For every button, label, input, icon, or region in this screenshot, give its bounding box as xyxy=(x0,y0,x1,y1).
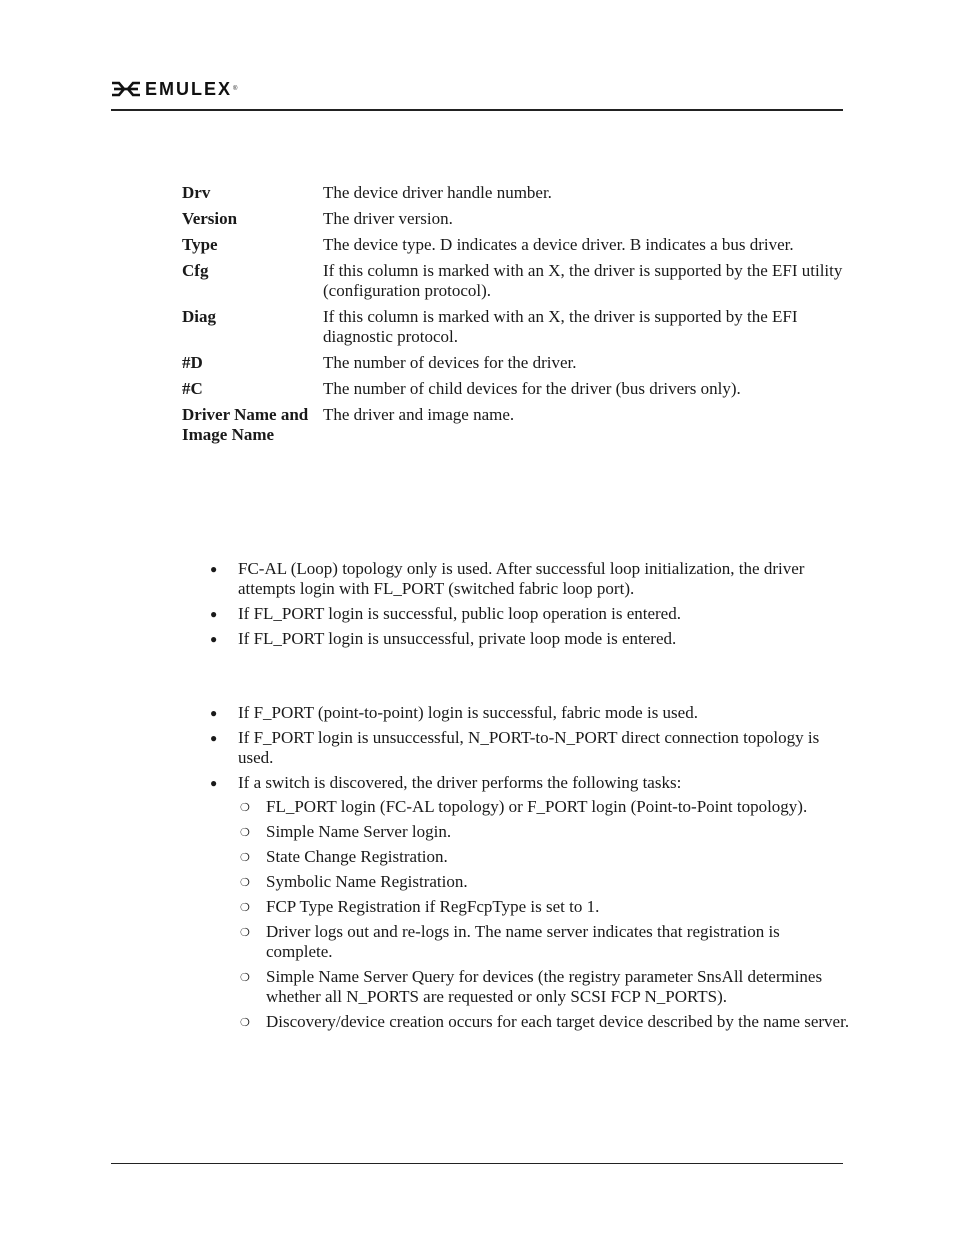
emulex-logo xyxy=(111,81,237,97)
definition-term: Type xyxy=(182,235,218,254)
list-item-text: If FL_PORT login is unsuccessful, private loop mode is entered. xyxy=(238,629,677,648)
list-item xyxy=(210,559,850,599)
bullet-dot-icon: ● xyxy=(210,562,218,576)
definition-row xyxy=(182,261,854,301)
sub-list-item-text: Driver logs out and re-logs in. The name server indicates that registration is complete. xyxy=(266,922,780,961)
bullet-ring-icon: ❍ xyxy=(240,827,250,839)
sub-list-item-text: Simple Name Server Query for devices (the registry parameter SnsAll determines whether all N_PORTS are requested or only SCSI FCP N_PORTS). xyxy=(266,967,823,1006)
list-item xyxy=(210,773,850,1032)
definition-row xyxy=(182,405,854,445)
list-item-text: If F_PORT login is unsuccessful, N_PORT-to-N_PORT direct connection topology is used. xyxy=(238,728,820,767)
sub-list-item-text: State Change Registration. xyxy=(266,847,448,866)
definition-description: The number of child devices for the driver (bus drivers only). xyxy=(323,379,741,398)
trademark-symbol: ® xyxy=(233,86,238,92)
sub-list-item xyxy=(238,897,850,917)
definition-row xyxy=(182,353,854,373)
list-item-text: FC-AL (Loop) topology only is used. After successful loop initialization, the driver attempts login with FL_PORT (switched fabric loop port). xyxy=(238,559,805,598)
switch-tasks-list xyxy=(238,797,850,1032)
definition-term: #D xyxy=(182,353,203,372)
definition-term: #C xyxy=(182,379,203,398)
definition-description: The device driver handle number. xyxy=(323,183,552,202)
bullet-ring-icon: ❍ xyxy=(240,802,250,814)
bullet-ring-icon: ❍ xyxy=(240,1017,250,1029)
sub-list-item xyxy=(238,967,850,1007)
sub-list-item-text: Simple Name Server login. xyxy=(266,822,452,841)
bullet-dot-icon: ● xyxy=(210,632,218,646)
list-item xyxy=(210,629,850,649)
list-item-text: If FL_PORT login is successful, public loop operation is entered. xyxy=(238,604,681,623)
list-item xyxy=(210,703,850,723)
definition-row xyxy=(182,183,854,203)
bullet-ring-icon: ❍ xyxy=(240,877,250,889)
sub-list-item-text: Discovery/device creation occurs for each target device described by the name server. xyxy=(266,1012,850,1031)
brand-name: EMULEX xyxy=(145,79,233,99)
sub-list-item xyxy=(238,1012,850,1032)
definition-term: Cfg xyxy=(182,261,209,280)
definition-term: Diag xyxy=(182,307,216,326)
definition-term: Version xyxy=(182,209,238,228)
definition-row xyxy=(182,307,854,347)
definition-row xyxy=(182,379,854,399)
definition-table xyxy=(182,183,854,451)
sub-list-item-text: FCP Type Registration if RegFcpType is set to 1. xyxy=(266,897,600,916)
sub-list-item-text: Symbolic Name Registration. xyxy=(266,872,468,891)
bullet-ring-icon: ❍ xyxy=(240,902,250,914)
list-item xyxy=(210,728,850,768)
bullet-dot-icon: ● xyxy=(210,776,218,790)
list-item xyxy=(210,604,850,624)
definition-description: If this column is marked with an X, the driver is supported by the EFI diagnostic protocol. xyxy=(323,307,798,346)
sub-list-item xyxy=(238,872,850,892)
definition-term: Driver Name and Image Name xyxy=(182,405,309,444)
list-item-text: If a switch is discovered, the driver performs the following tasks: xyxy=(238,773,682,792)
bullet-dot-icon: ● xyxy=(210,607,218,621)
emulex-mark-icon xyxy=(111,81,141,97)
definition-row xyxy=(182,209,854,229)
bullet-ring-icon: ❍ xyxy=(240,852,250,864)
point-to-point-list xyxy=(210,703,850,1037)
definition-description: If this column is marked with an X, the driver is supported by the EFI utility (configuration protocol). xyxy=(323,261,843,300)
sub-list-item xyxy=(238,922,850,962)
sub-list-item-text: FL_PORT login (FC-AL topology) or F_PORT login (Point-to-Point topology). xyxy=(266,797,808,816)
footer-divider xyxy=(111,1163,843,1164)
definition-description: The number of devices for the driver. xyxy=(323,353,577,372)
page-header xyxy=(111,78,843,111)
bullet-ring-icon: ❍ xyxy=(240,972,250,984)
definition-description: The driver and image name. xyxy=(323,405,515,424)
sub-list-item xyxy=(238,797,850,817)
definition-row xyxy=(182,235,854,255)
sub-list-item xyxy=(238,822,850,842)
definition-term: Drv xyxy=(182,183,211,202)
loop-topology-list xyxy=(210,559,850,654)
bullet-ring-icon: ❍ xyxy=(240,927,250,939)
bullet-dot-icon: ● xyxy=(210,706,218,720)
definition-description: The device type. D indicates a device driver. B indicates a bus driver. xyxy=(323,235,794,254)
list-item-text: If F_PORT (point-to-point) login is successful, fabric mode is used. xyxy=(238,703,698,722)
definition-description: The driver version. xyxy=(323,209,453,228)
sub-list-item xyxy=(238,847,850,867)
bullet-dot-icon: ● xyxy=(210,731,218,745)
